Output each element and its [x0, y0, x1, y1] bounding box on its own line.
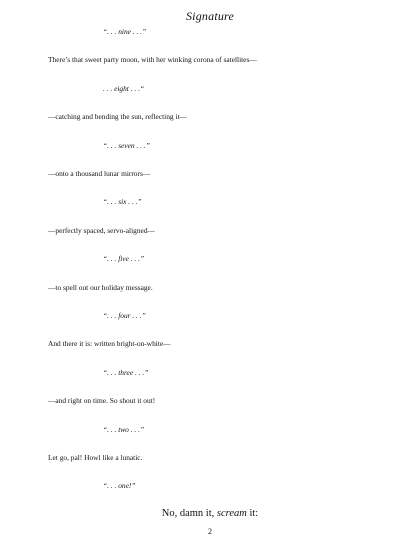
prose-line: —catching and bending the sun, reflecting it— [48, 112, 187, 122]
prose-line: —and right on time. So shout it out! [48, 396, 156, 406]
countdown-line: “. . . nine . . .” [103, 27, 147, 36]
countdown-line: “. . . six . . .” [103, 197, 142, 207]
page-number: 2 [208, 527, 212, 536]
prose-line: Let go, pal! Howl like a lunatic. [48, 453, 143, 462]
countdown-line: . . . eight . . .“ [103, 83, 145, 93]
prose-line: And there it is: written bright-on-white— [48, 339, 171, 349]
closing-after: it: [246, 508, 259, 519]
prose-line: —onto a thousand lunar mirrors— [48, 169, 151, 178]
countdown-line: “. . . one!” [103, 481, 136, 491]
countdown-line: “. . . four . . .” [103, 311, 146, 320]
closing-emphasis: scream [216, 508, 247, 519]
closing-line [0, 509, 420, 520]
closing-before: No, damn it, [161, 508, 217, 519]
prose-line: —perfectly spaced, servo-aligned— [48, 225, 155, 235]
prose-line: There’s that sweet party moon, with her winking corona of satellites— [48, 55, 257, 65]
countdown-line: “. . . seven . . .” [103, 140, 150, 150]
countdown-line: “. . . two . . .” [103, 424, 145, 434]
countdown-line: “. . . three . . .” [103, 367, 149, 377]
prose-line: —to spell out our holiday message. [48, 282, 153, 292]
running-header: Signature [185, 9, 235, 23]
countdown-line: “. . . five . . .” [103, 254, 145, 264]
